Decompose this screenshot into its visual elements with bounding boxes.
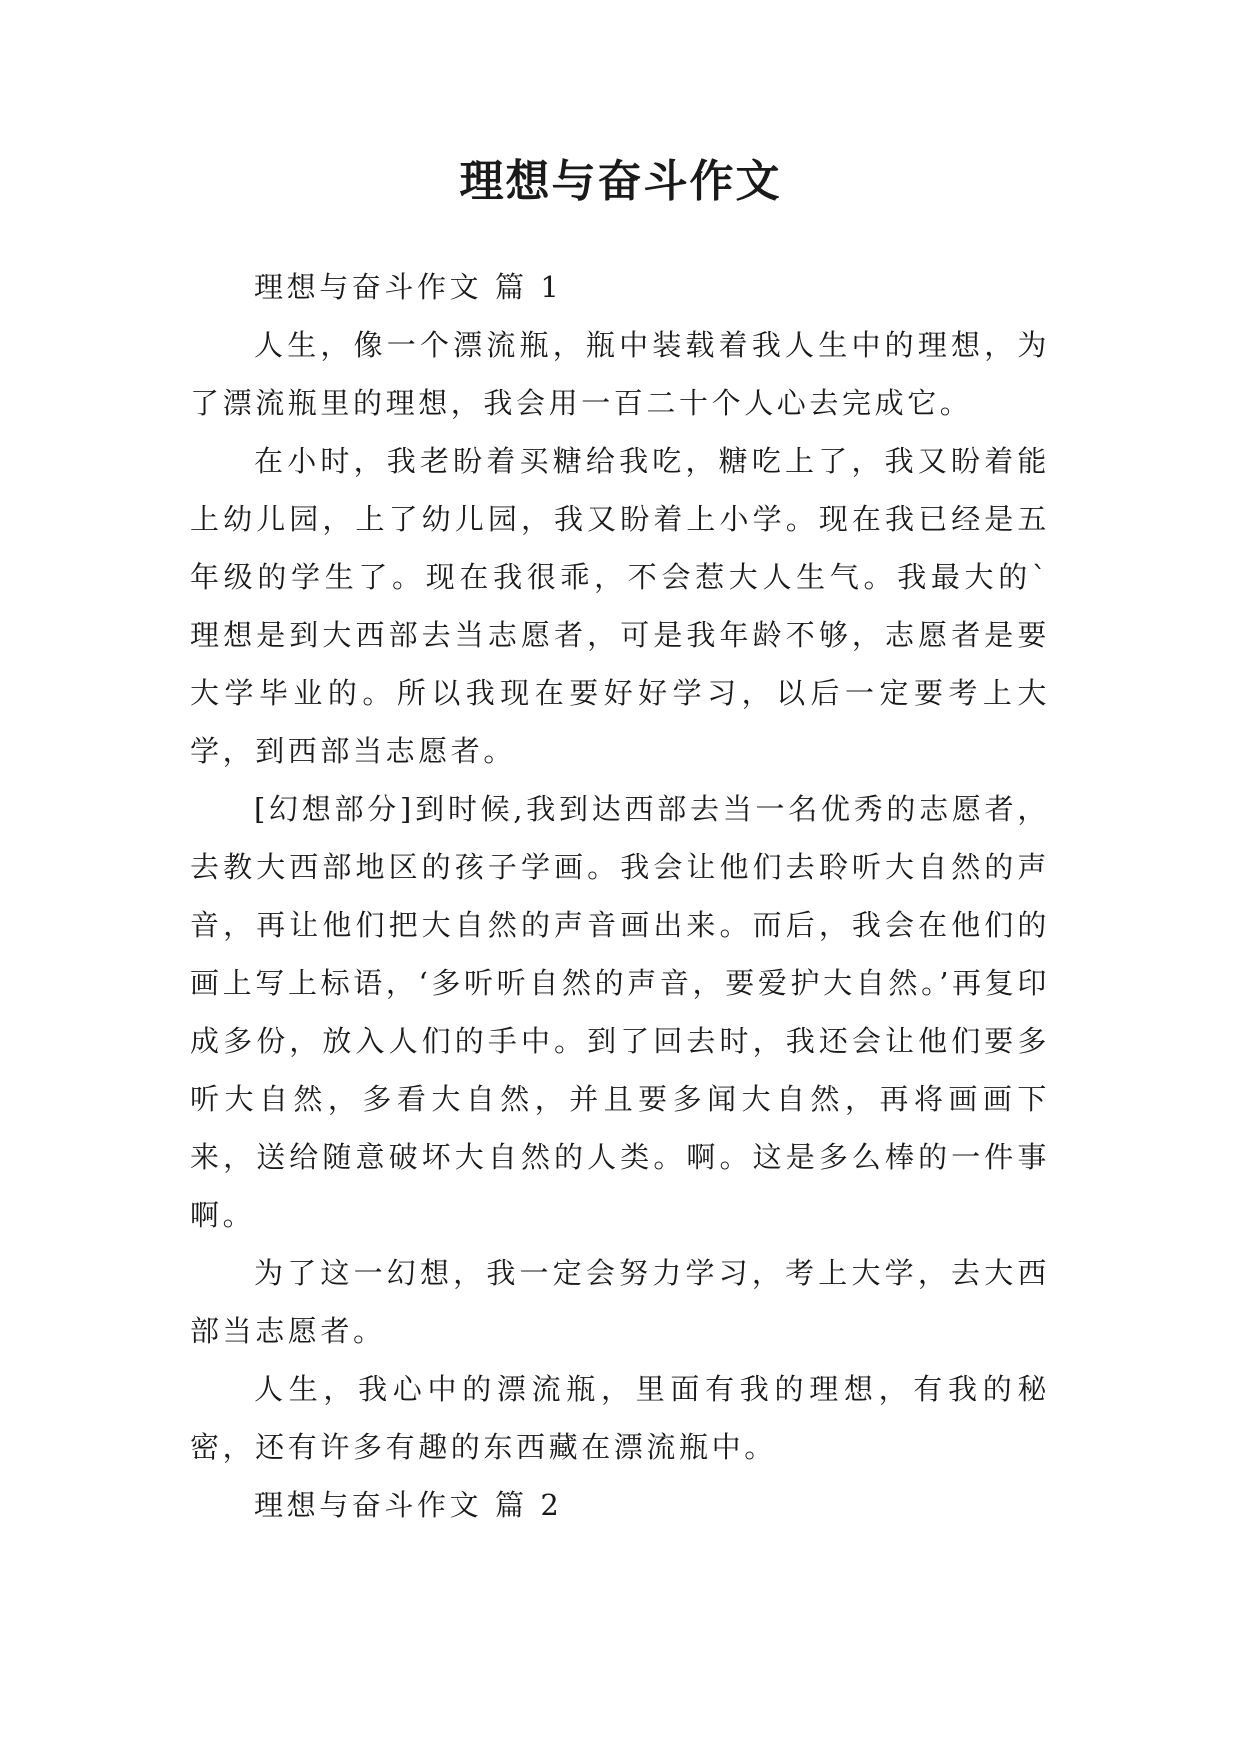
document-title: 理想与奋斗作文 <box>459 156 782 207</box>
paragraph: 人生，像一个漂流瓶，瓶中装载着我人生中的理想，为了漂流瓶里的理想，我会用一百二十个人心去完成它。 <box>190 328 1050 420</box>
section-heading-1: 理想与奋斗作文 篇 1 <box>254 270 563 304</box>
paragraph: 在小时，我老盼着买糖给我吃，糖吃上了，我又盼着能上幼儿园，上了幼儿园，我又盼着上小学。现在我已经是五年级的学生了。现在我很乖，不会惹大人生气。我最大的`理想是到大西部去当志愿者，可是我年龄不够，志愿者是要大学毕业的。所以我现在要好好学习，以后一定要考上大学，到西部当志愿者。 <box>190 444 1050 768</box>
paragraph: [幻想部分]到时候,我到达西部去当一名优秀的志愿者，去教大西部地区的孩子学画。我会让他们去聆听大自然的声音，再让他们把大自然的声音画出来。而后，我会在他们的画上写上标语，‘多听听自然的声音，要爱护大自然。’再复印成多份，放入人们的手中。到了回去时，我还会让他们要多听大自然，多看大自然，并且要多闻大自然，再将画画下来，送给随意破坏大自然的人类。啊。这是多么棒的一件事啊。 <box>190 792 1050 1232</box>
document-body <box>190 258 1050 1534</box>
section-heading-2: 理想与奋斗作文 篇 2 <box>254 1488 563 1522</box>
paragraph: 人生，我心中的漂流瓶，里面有我的理想，有我的秘密，还有许多有趣的东西藏在漂流瓶中。 <box>190 1372 1050 1464</box>
paragraph: 为了这一幻想，我一定会努力学习，考上大学，去大西部当志愿者。 <box>190 1256 1050 1348</box>
